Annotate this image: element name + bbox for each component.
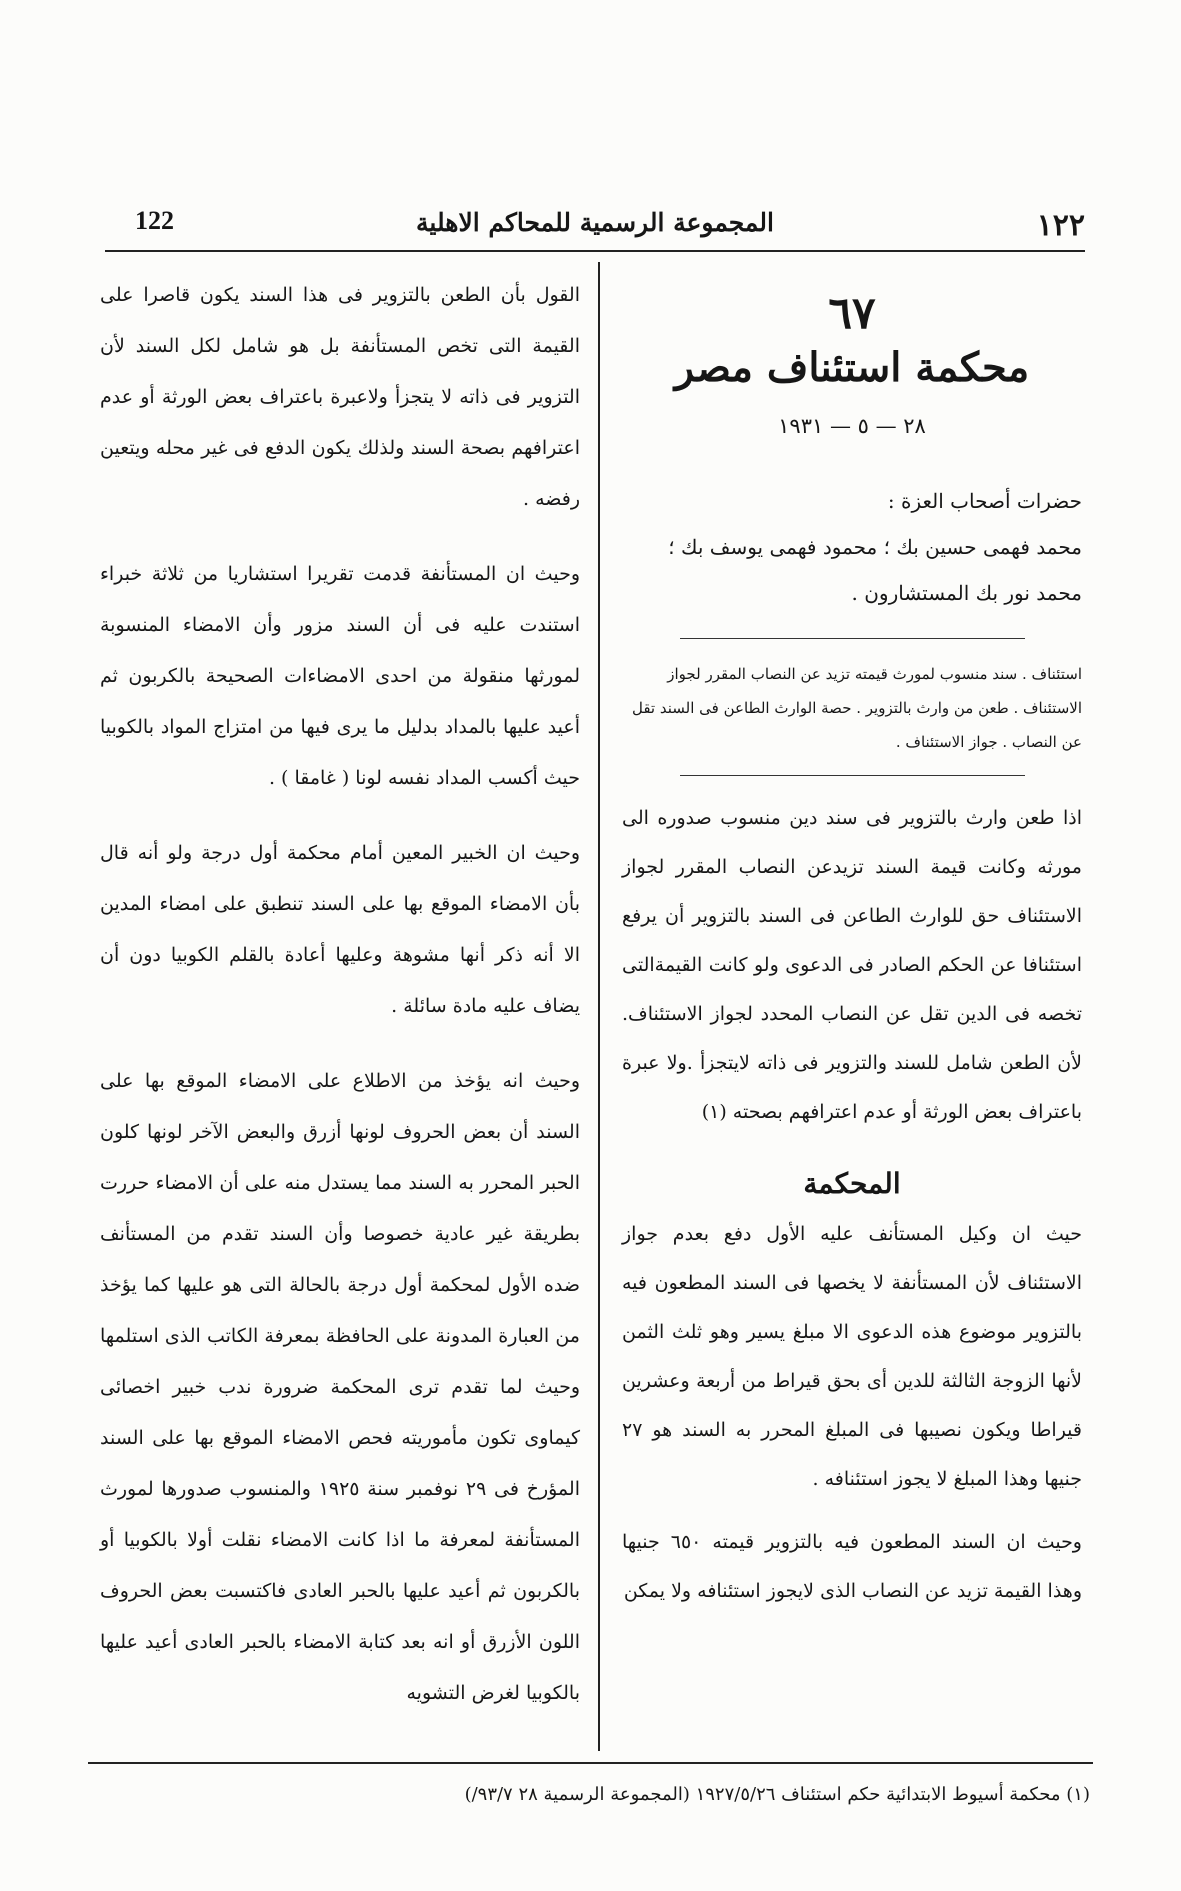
- judges-label: حضرات أصحاب العزة :: [887, 489, 1082, 513]
- left-column: [100, 270, 580, 1760]
- headnote: اذا طعن وارث بالتزوير فى سند دين منسوب صدوره الى مورثه وكانت قيمة السند تزيدعن النصاب المقرر لجواز الاستئناف حق للوارث الطاعن فى السند بالتزوير أن يرفع استئنافا عن الحكم الصادر فى الدعوى ولو كانت القيمةالتى تخصه فى الدين تقل عن النصاب المحدد لجواز الاستئناف. لأن الطعن شامل للسند والتزوير فى ذاته لايتجزأ .ولا عبرة باعتراف بعض الورثة أو عدم اعترافهم بصحته (١): [622, 807, 1082, 1123]
- page-number-latin: 122: [135, 206, 174, 235]
- body-paragraph: حيث ان وكيل المستأنف عليه الأول دفع بعدم جواز الاستئناف لأن المستأنفة لا يخصها فى السند المطعون فيه بالتزوير موضوع هذه الدعوى الا مبلغ يسير وهو ثلث الثمن لأنها الزوجة الثالثة للدين أى بحق قيراط من أربعة وعشرين قيراطا ويكون نصيبها فى المبلغ المحرر به السند هو ٢٧ جنيها وهذا المبلغ لا يجوز استئنافه .: [622, 1223, 1082, 1490]
- body-paragraph: وحيث ان السند المطعون فيه بالتزوير قيمته ٦٥٠ جنيها وهذا القيمة تزيد عن النصاب الذى لايجوز استئنافه ولا يمكن: [622, 1531, 1082, 1602]
- case-summary: استئناف . سند منسوب لمورث قيمته تزيد عن النصاب المقرر لجواز الاستئناف . طعن من وارث بالتزوير . حصة الوارث الطاعن فى السند تقل عن النصاب . جواز الاستئناف .: [631, 665, 1082, 751]
- body-paragraph: وحيث ان المستأنفة قدمت تقريرا استشاريا من ثلاثة خبراء استندت عليه فى أن السند مزور وأن الامضاء المنسوبة لمورثها منقولة من احدى الامضاءات الصحيحة بالكربون ثم أعيد عليها بالمداد بدليل ما يرى فيها من امتزاج المواد بالكوبيا حيث أكسب المداد نفسه لونا ( غامقا ) .: [100, 563, 580, 789]
- page-header: [105, 206, 1085, 252]
- section-separator: [680, 638, 1025, 639]
- judges-list: محمد فهمى حسين بك ؛ محمود فهمى يوسف بك ؛ محمد نور بك المستشارون .: [668, 535, 1082, 605]
- case-number: ٦٧: [828, 288, 876, 339]
- body-paragraph: القول بأن الطعن بالتزوير فى هذا السند يكون قاصرا على القيمة التى تخص المستأنفة بل هو شامل لكل السند لأن التزوير فى ذاته لا يتجزأ ولاعبرة باعتراف بعض الورثة أو عدم اعترافهم بصحة السند ولذلك يكون الدفع فى غير محله ويتعين رفضه .: [100, 284, 580, 510]
- body-paragraph: وحيث ان الخبير المعين أمام محكمة أول درجة ولو أنه قال بأن الامضاء الموقع بها على السند تنطبق على امضاء المدين الا أنه ذكر أنها مشوهة وعليها أعادة بالقلم الكوبيا دون أن يضاف عليه مادة سائلة .: [100, 842, 580, 1017]
- running-title: المجموعة الرسمية للمحاكم الاهلية: [416, 208, 774, 237]
- section-separator: [680, 775, 1025, 776]
- footnote: (١) محكمة أسيوط الابتدائية حكم استئناف ١٩٢٧/٥/٢٦ (المجموعة الرسمية ٢٨ ٩٣/٧/): [464, 1784, 1090, 1805]
- section-title: المحكمة: [803, 1167, 901, 1200]
- footnote-divider: [88, 1762, 1093, 1764]
- right-column: [622, 270, 1082, 1760]
- page-number-arabic: ١٢٢: [1036, 208, 1085, 243]
- court-name: محكمة استئناف مصر: [674, 344, 1030, 391]
- case-date: ٢٨ — ٥ — ١٩٣١: [778, 414, 926, 438]
- column-divider: [598, 262, 600, 1751]
- body-paragraph: وحيث انه يؤخذ من الاطلاع على الامضاء الموقع بها على السند أن بعض الحروف لونها أزرق والبعض الآخر لونها كلون الحبر المحرر به السند مما يستدل منه على أن الامضاء حررت بطريقة غير عادية خصوصا وأن السند تقدم من المستأنف ضده الأول لمحكمة أول درجة بالحالة التى هو عليها كما يؤخذ من العبارة المدونة على الحافظة بمعرفة الكاتب الذى استلمها وحيث لما تقدم ترى المحكمة ضرورة ندب خبير اخصائى كيماوى تكون مأموريته فحص الامضاء الموقع بها على السند المؤرخ فى ٢٩ نوفمبر سنة ١٩٢٥ والمنسوب صدورها لمورث المستأنفة لمعرفة ما اذا كانت الامضاء نقلت أولا بالكوبيا أو بالكربون ثم أعيد عليها بالحبر العادى فاكتسبت بعض الحروف اللون الأزرق أو انه بعد كتابة الامضاء بالحبر العادى أعيد عليها بالكوبيا لغرض التشويه: [100, 1070, 580, 1704]
